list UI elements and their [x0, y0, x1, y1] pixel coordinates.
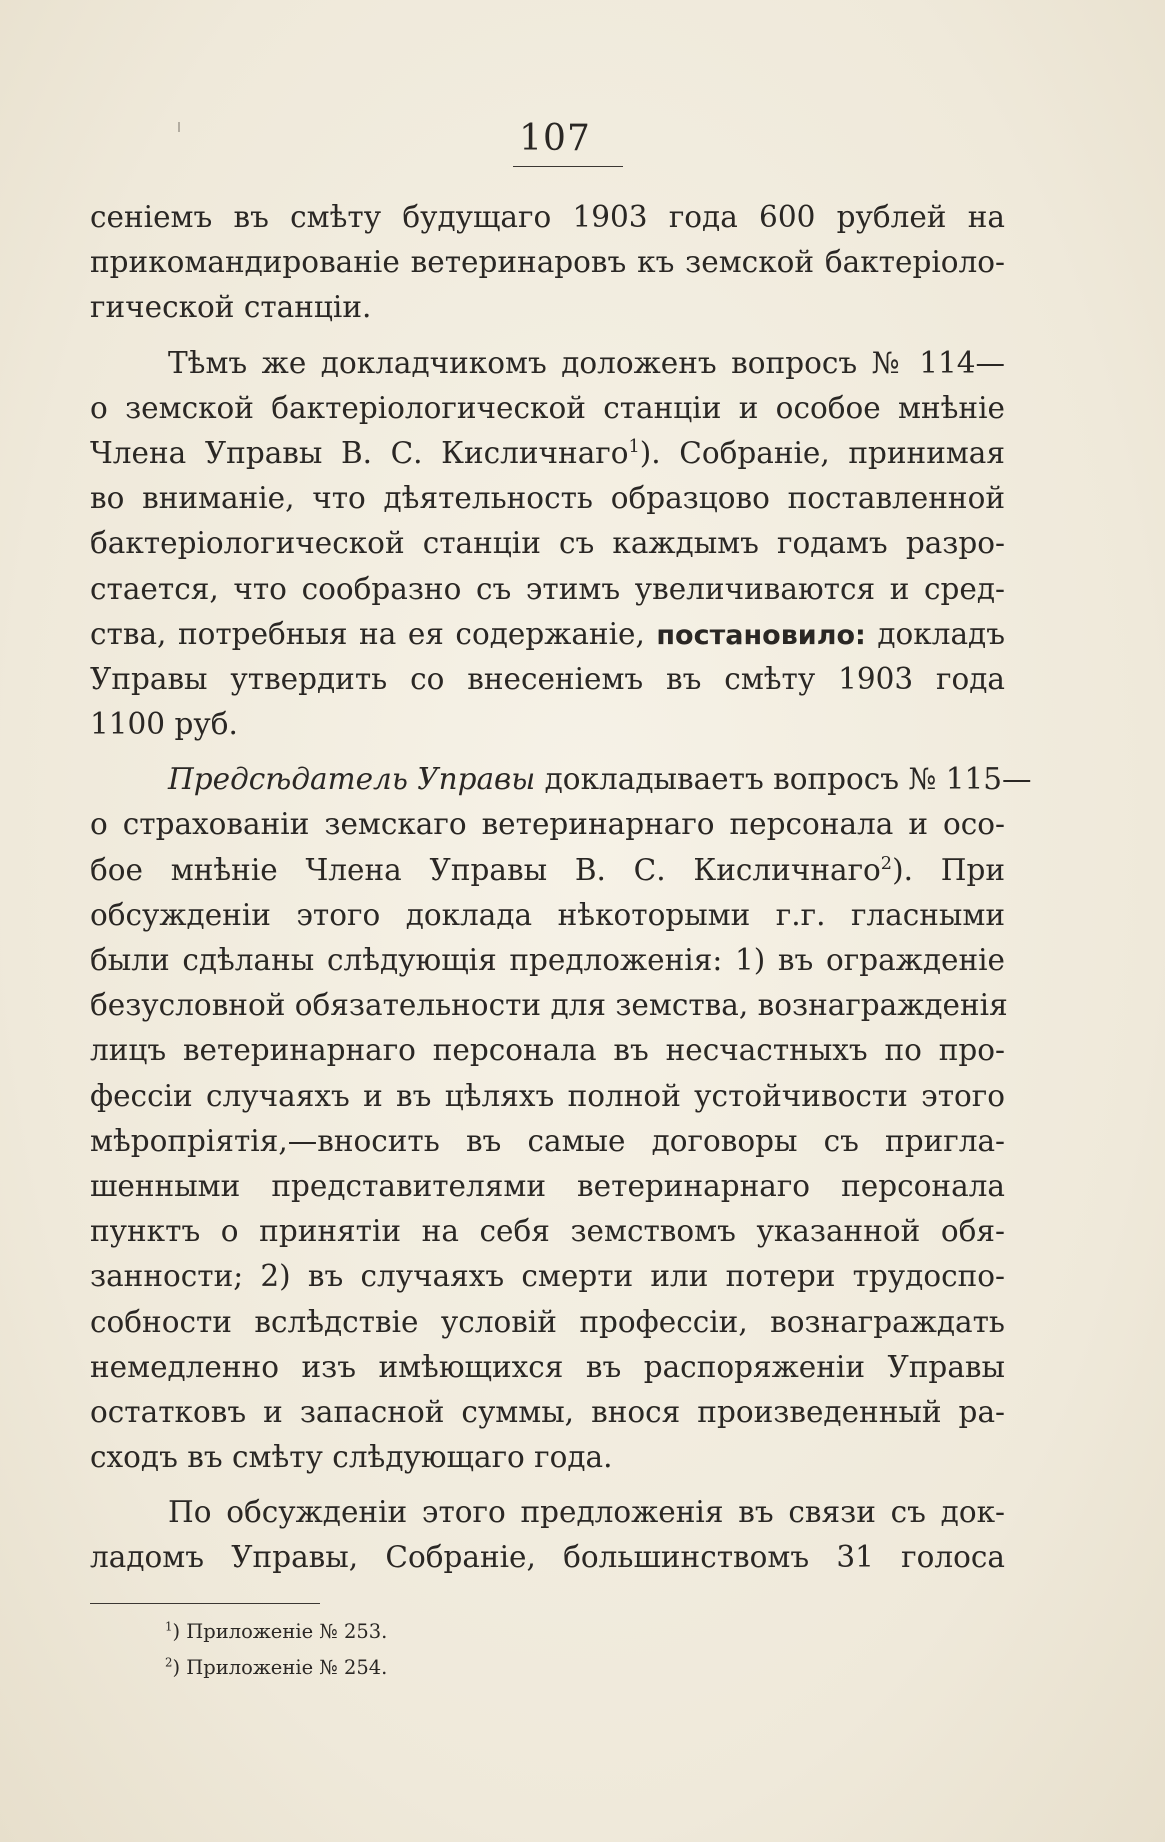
body-text [90, 195, 1032, 1581]
text-line: мѣропріятія,—вносить въ самые договоры съ пригла- [90, 1123, 1005, 1158]
text-line [90, 612, 1005, 657]
text-fragment: Члена Управы В. С. Кисличнаго [90, 435, 629, 470]
text-line: стается, что сообразно съ этимъ увеличиваются и сред- [90, 571, 1005, 606]
text-line: гической станціи. [90, 290, 372, 325]
text-line: безусловной обязательности для земства, вознагражденія [90, 988, 1008, 1023]
paragraph-4 [90, 1490, 1005, 1580]
footnote-mark: 2 [165, 1655, 173, 1670]
text-line: фессіи случаяхъ и въ цѣляхъ полной устойчивости этого [90, 1078, 1005, 1113]
text-fragment: ). При [892, 852, 1005, 887]
text-fragment: ства, потребныя на ея содержаніе, [90, 616, 645, 651]
text-line: о страхованіи земскаго ветеринарнаго персонала и осо- [90, 807, 1005, 842]
text-line: 1100 руб. [90, 707, 238, 742]
text-line: По обсужденіи этого предложенія въ связи съ док- [168, 1495, 1005, 1530]
speaker-title: Предсѣдатель Управы [168, 762, 536, 797]
text-line: бактеріологической станціи съ каждымъ годамъ разро- [90, 526, 1005, 561]
header-rule [513, 166, 623, 167]
paragraph-2 [90, 341, 1005, 748]
text-line: пунктъ о принятіи на себя земствомъ указанной обя- [90, 1214, 1005, 1249]
text-line: прикомандированіе ветеринаровъ къ земской бактеріоло- [90, 245, 1005, 280]
footnote-rule [90, 1603, 320, 1604]
footnote-ref: 2 [880, 853, 893, 874]
text-line: сеніемъ въ смѣту будущаго 1903 года 600 рублей на [90, 200, 1005, 234]
text-fragment: бое мнѣніе Члена Управы В. С. Кисличнаго [90, 852, 881, 887]
text-line: о земской бактеріологической станціи и особое мнѣніе [90, 390, 1005, 425]
footnote-text: ) Приложеніе № 253. [172, 1620, 388, 1643]
paragraph-gap [90, 747, 1005, 757]
text-line: Управы утвердить со внесеніемъ въ смѣту 1903 года [90, 661, 1005, 696]
text-line [90, 848, 1005, 893]
text-line: Тѣмъ же докладчикомъ доложенъ вопросъ № 114— [168, 345, 1005, 380]
text-line [90, 757, 1032, 802]
text-line: шенными представителями ветеринарнаго персонала [90, 1168, 1005, 1203]
text-line: обсужденіи этого доклада нѣкоторыми г.г. гласными [90, 897, 1005, 932]
footnote-ref: 1 [628, 437, 640, 458]
paragraph-3 [90, 757, 1032, 1480]
text-line [90, 431, 1005, 476]
paragraph-1 [90, 195, 1005, 331]
text-line: собности вслѣдствіе условій профессіи, вознаграждать [90, 1304, 1005, 1339]
page-number: 107 [519, 118, 591, 159]
text-fragment: ). Собраніе, принимая [639, 435, 1006, 470]
text-fragment: докладываетъ вопросъ № 115— [544, 762, 1032, 797]
text-fragment: докладъ [877, 616, 1005, 651]
footnote [165, 1650, 387, 1686]
text-line: во вниманіе, что дѣятельность образцово поставленной [90, 481, 1005, 516]
text-line: занности; 2) въ случаяхъ смерти или потери трудоспо- [90, 1259, 1005, 1294]
footnote-mark: 1 [165, 1619, 173, 1634]
text-line: ладомъ Управы, Собраніе, большинствомъ 31 голоса [90, 1540, 1005, 1575]
text-line: немедленно изъ имѣющихся въ распоряженіи Управы [90, 1349, 1005, 1384]
text-line: сходъ въ смѣту слѣдующаго года. [90, 1440, 613, 1475]
paragraph-gap [90, 331, 1005, 341]
text-line: были сдѣланы слѣдующія предложенія: 1) въ огражденіе [90, 943, 1005, 977]
resolution-keyword: постановило: [656, 619, 866, 651]
text-line: остатковъ и запасной суммы, внося произведенный ра- [90, 1394, 1005, 1429]
footnotes [165, 1614, 387, 1686]
text-line: лицъ ветеринарнаго персонала въ несчастныхъ по про- [90, 1033, 1005, 1068]
paragraph-gap [90, 1480, 1005, 1490]
footnote-text: ) Приложеніе № 254. [172, 1656, 388, 1679]
footnote [165, 1614, 387, 1650]
